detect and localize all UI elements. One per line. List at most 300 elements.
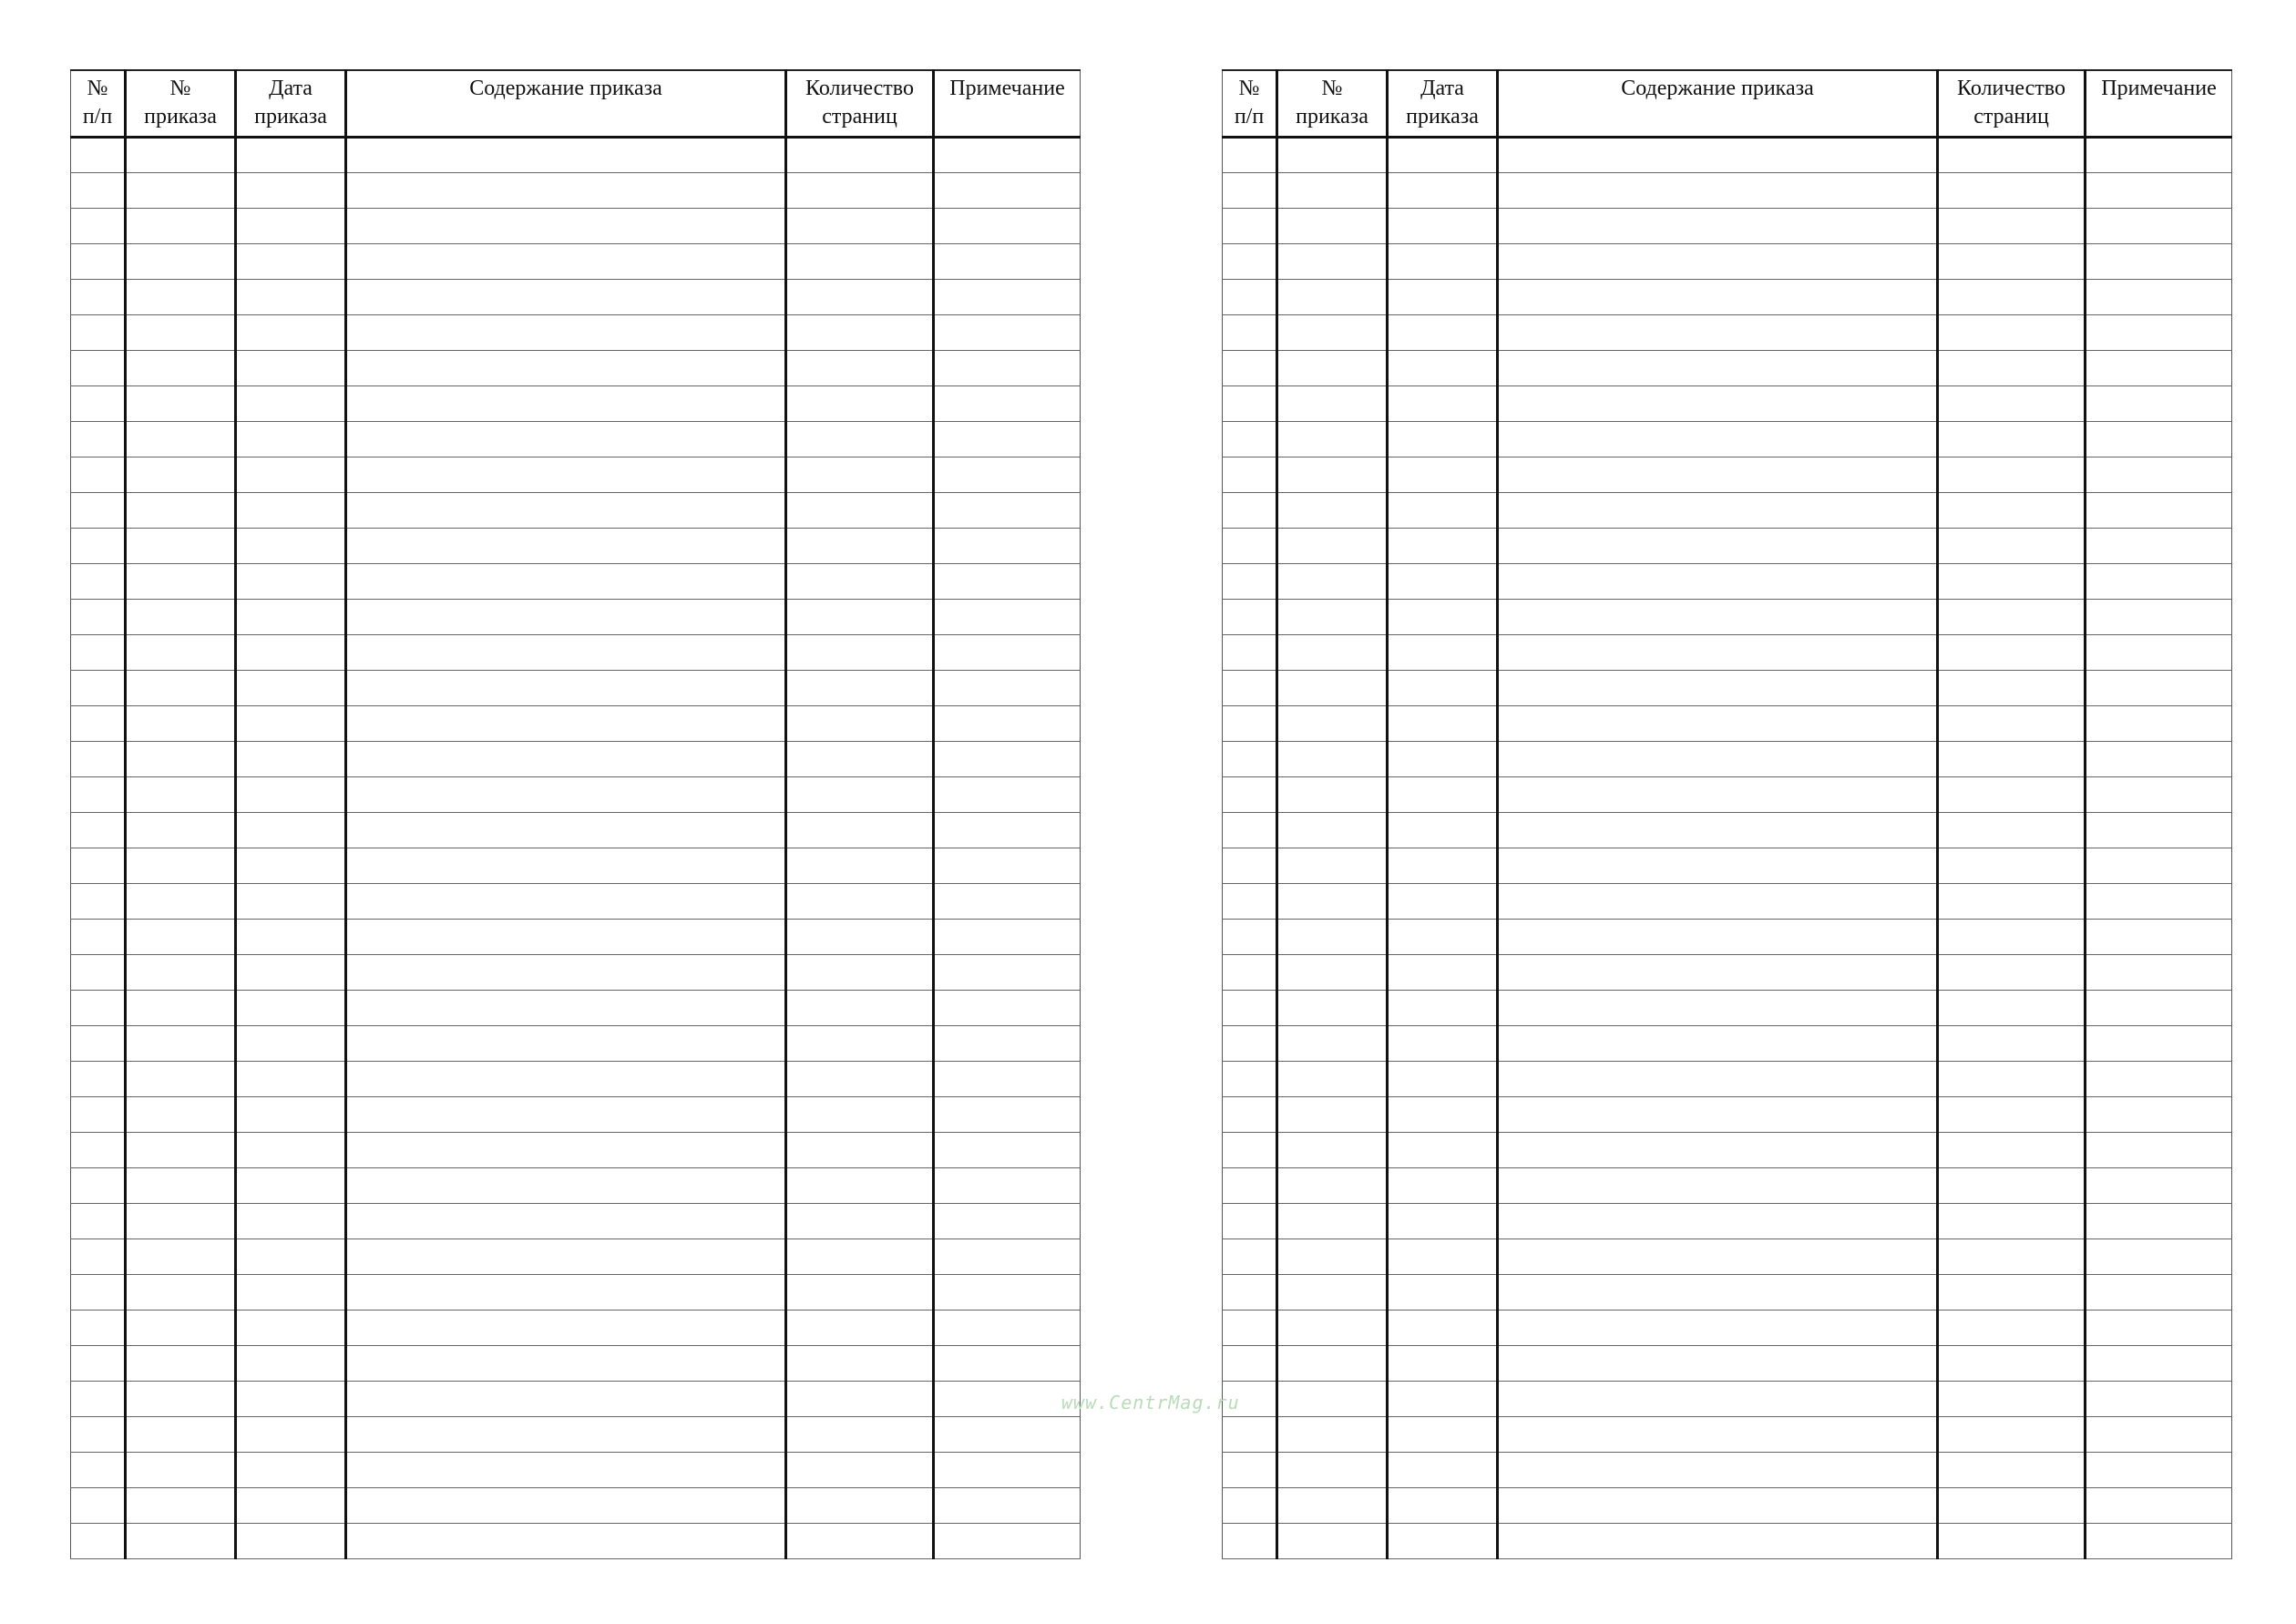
table-row: [1223, 279, 2232, 314]
cell-notes: [2086, 172, 2232, 208]
cell-row-number: [1223, 1416, 1277, 1452]
cell-order-content: [1498, 385, 1938, 421]
cell-page-count: [1938, 279, 2086, 314]
cell-page-count: [1938, 1487, 2086, 1523]
cell-order-content: [346, 1096, 786, 1132]
cell-order-date: [1388, 279, 1498, 314]
cell-order-number: [1277, 812, 1388, 848]
cell-row-number: [71, 1274, 126, 1310]
cell-order-content: [1498, 1239, 1938, 1274]
cell-order-date: [1388, 314, 1498, 350]
cell-order-date: [236, 1096, 346, 1132]
cell-order-number: [1277, 208, 1388, 243]
cell-order-number: [1277, 634, 1388, 670]
cell-order-number: [1277, 1452, 1388, 1487]
cell-order-date: [236, 1345, 346, 1381]
table-row: [1223, 1416, 2232, 1452]
cell-row-number: [1223, 279, 1277, 314]
cell-page-count: [786, 1381, 934, 1416]
cell-order-number: [1277, 1274, 1388, 1310]
cell-notes: [934, 385, 1081, 421]
cell-order-date: [1388, 1025, 1498, 1061]
table-row: [1223, 208, 2232, 243]
cell-order-date: [1388, 599, 1498, 634]
cell-row-number: [1223, 1167, 1277, 1203]
table-body: [1223, 137, 2232, 1558]
cell-notes: [934, 919, 1081, 954]
cell-order-number: [1277, 563, 1388, 599]
cell-order-number: [1277, 599, 1388, 634]
table-row: [71, 385, 1081, 421]
cell-order-date: [236, 1310, 346, 1345]
cell-row-number: [71, 1381, 126, 1416]
cell-order-number: [126, 1239, 236, 1274]
cell-page-count: [1938, 350, 2086, 385]
cell-order-date: [1388, 776, 1498, 812]
table-row: [71, 1487, 1081, 1523]
cell-row-number: [1223, 1096, 1277, 1132]
table-header-row: [1223, 70, 2232, 137]
cell-order-content: [1498, 705, 1938, 741]
cell-order-date: [236, 1239, 346, 1274]
cell-page-count: [1938, 741, 2086, 776]
table-row: [1223, 1274, 2232, 1310]
header-page-count: Количество страниц: [786, 70, 934, 137]
cell-order-date: [1388, 670, 1498, 705]
cell-order-number: [126, 670, 236, 705]
cell-order-content: [1498, 1416, 1938, 1452]
cell-order-date: [1388, 1132, 1498, 1167]
cell-order-content: [1498, 1096, 1938, 1132]
cell-page-count: [1938, 634, 2086, 670]
cell-row-number: [71, 1523, 126, 1558]
cell-order-content: [1498, 776, 1938, 812]
cell-page-count: [786, 705, 934, 741]
cell-page-count: [786, 314, 934, 350]
cell-page-count: [786, 1239, 934, 1274]
cell-page-count: [1938, 599, 2086, 634]
cell-row-number: [1223, 137, 1277, 172]
cell-page-count: [786, 279, 934, 314]
cell-row-number: [71, 243, 126, 279]
cell-order-number: [126, 421, 236, 457]
cell-order-content: [1498, 1310, 1938, 1345]
cell-row-number: [71, 172, 126, 208]
cell-page-count: [786, 1061, 934, 1096]
cell-notes: [2086, 1381, 2232, 1416]
cell-notes: [2086, 1025, 2232, 1061]
cell-order-date: [236, 563, 346, 599]
cell-page-count: [786, 1096, 934, 1132]
cell-notes: [2086, 776, 2232, 812]
cell-page-count: [1938, 1025, 2086, 1061]
table-row: [71, 563, 1081, 599]
cell-order-number: [126, 208, 236, 243]
cell-order-content: [346, 314, 786, 350]
cell-order-content: [346, 1416, 786, 1452]
cell-order-date: [236, 919, 346, 954]
journal-page-right: [1222, 69, 2231, 1559]
cell-notes: [2086, 208, 2232, 243]
cell-order-content: [346, 563, 786, 599]
cell-order-number: [126, 457, 236, 492]
cell-page-count: [786, 634, 934, 670]
header-notes: Примечание: [934, 70, 1081, 137]
cell-order-content: [1498, 279, 1938, 314]
cell-row-number: [1223, 314, 1277, 350]
table-row: [71, 919, 1081, 954]
table-row: [1223, 421, 2232, 457]
cell-notes: [2086, 137, 2232, 172]
cell-notes: [934, 1203, 1081, 1239]
cell-row-number: [71, 1452, 126, 1487]
cell-order-content: [346, 883, 786, 919]
cell-order-content: [346, 812, 786, 848]
cell-order-number: [126, 599, 236, 634]
table-row: [1223, 919, 2232, 954]
cell-notes: [2086, 563, 2232, 599]
cell-page-count: [1938, 812, 2086, 848]
cell-order-content: [346, 421, 786, 457]
table-row: [1223, 243, 2232, 279]
cell-order-date: [1388, 883, 1498, 919]
cell-row-number: [1223, 705, 1277, 741]
cell-order-date: [236, 492, 346, 528]
cell-order-number: [1277, 1416, 1388, 1452]
cell-order-date: [1388, 492, 1498, 528]
cell-row-number: [71, 705, 126, 741]
cell-order-number: [1277, 1203, 1388, 1239]
table-header-row: [71, 70, 1081, 137]
cell-order-content: [1498, 1025, 1938, 1061]
cell-notes: [934, 670, 1081, 705]
cell-order-date: [1388, 457, 1498, 492]
table-row: [71, 848, 1081, 883]
cell-page-count: [786, 1025, 934, 1061]
cell-order-content: [1498, 528, 1938, 563]
journal-page-left: [70, 69, 1080, 1559]
cell-row-number: [71, 528, 126, 563]
cell-order-number: [126, 243, 236, 279]
cell-page-count: [786, 1487, 934, 1523]
cell-page-count: [1938, 1061, 2086, 1096]
cell-page-count: [786, 1203, 934, 1239]
cell-page-count: [1938, 421, 2086, 457]
cell-order-content: [1498, 492, 1938, 528]
table-row: [1223, 634, 2232, 670]
table-row: [1223, 1310, 2232, 1345]
cell-notes: [2086, 954, 2232, 990]
cell-order-number: [1277, 137, 1388, 172]
cell-order-date: [1388, 137, 1498, 172]
cell-order-date: [1388, 528, 1498, 563]
cell-order-number: [126, 848, 236, 883]
cell-order-number: [1277, 1167, 1388, 1203]
cell-page-count: [786, 350, 934, 385]
cell-order-number: [1277, 172, 1388, 208]
cell-order-date: [236, 1061, 346, 1096]
cell-order-date: [1388, 208, 1498, 243]
cell-order-content: [1498, 599, 1938, 634]
table-row: [1223, 1096, 2232, 1132]
cell-row-number: [1223, 990, 1277, 1025]
cell-order-date: [236, 279, 346, 314]
table-row: [71, 137, 1081, 172]
cell-page-count: [786, 1523, 934, 1558]
table-row: [71, 990, 1081, 1025]
cell-row-number: [71, 1416, 126, 1452]
header-order-number: № приказа: [126, 70, 236, 137]
cell-row-number: [71, 314, 126, 350]
cell-page-count: [786, 1345, 934, 1381]
cell-page-count: [1938, 776, 2086, 812]
table-row: [1223, 385, 2232, 421]
cell-order-date: [1388, 954, 1498, 990]
cell-order-date: [1388, 848, 1498, 883]
cell-order-number: [126, 1487, 236, 1523]
cell-row-number: [1223, 670, 1277, 705]
cell-notes: [2086, 1345, 2232, 1381]
cell-order-date: [1388, 812, 1498, 848]
cell-row-number: [1223, 1203, 1277, 1239]
cell-page-count: [1938, 954, 2086, 990]
cell-page-count: [1938, 848, 2086, 883]
table-row: [1223, 1061, 2232, 1096]
cell-notes: [934, 492, 1081, 528]
cell-order-date: [236, 1025, 346, 1061]
cell-notes: [934, 172, 1081, 208]
cell-order-number: [1277, 1381, 1388, 1416]
table-row: [71, 208, 1081, 243]
cell-notes: [934, 705, 1081, 741]
cell-order-date: [236, 954, 346, 990]
cell-notes: [934, 1061, 1081, 1096]
cell-order-date: [1388, 1310, 1498, 1345]
cell-page-count: [1938, 243, 2086, 279]
table-row: [71, 1096, 1081, 1132]
cell-order-number: [126, 1203, 236, 1239]
cell-page-count: [1938, 705, 2086, 741]
cell-order-content: [1498, 314, 1938, 350]
table-row: [1223, 1132, 2232, 1167]
cell-order-date: [1388, 1345, 1498, 1381]
watermark-text: www.CentrMag.ru: [1061, 1392, 1240, 1413]
table-row: [1223, 350, 2232, 385]
cell-page-count: [786, 1310, 934, 1345]
cell-row-number: [1223, 385, 1277, 421]
cell-notes: [2086, 599, 2232, 634]
table-row: [71, 670, 1081, 705]
cell-order-content: [1498, 563, 1938, 599]
cell-order-date: [236, 705, 346, 741]
cell-order-date: [236, 990, 346, 1025]
cell-page-count: [1938, 1452, 2086, 1487]
cell-order-date: [236, 1416, 346, 1452]
cell-page-count: [786, 812, 934, 848]
table-row: [71, 1310, 1081, 1345]
cell-page-count: [1938, 457, 2086, 492]
cell-row-number: [1223, 954, 1277, 990]
cell-page-count: [1938, 1345, 2086, 1381]
cell-order-content: [346, 528, 786, 563]
table-row: [1223, 599, 2232, 634]
table-row: [71, 1452, 1081, 1487]
table-row: [71, 883, 1081, 919]
cell-notes: [934, 1025, 1081, 1061]
cell-row-number: [71, 563, 126, 599]
cell-order-content: [1498, 670, 1938, 705]
cell-order-number: [126, 954, 236, 990]
cell-notes: [934, 634, 1081, 670]
table-row: [1223, 457, 2232, 492]
table-row: [71, 1274, 1081, 1310]
cell-page-count: [786, 172, 934, 208]
cell-notes: [2086, 385, 2232, 421]
cell-notes: [934, 314, 1081, 350]
cell-order-date: [1388, 172, 1498, 208]
table-row: [71, 1416, 1081, 1452]
cell-order-date: [236, 741, 346, 776]
cell-notes: [2086, 634, 2232, 670]
table-row: [1223, 848, 2232, 883]
cell-page-count: [786, 1452, 934, 1487]
table-row: [1223, 492, 2232, 528]
cell-row-number: [71, 385, 126, 421]
cell-order-number: [1277, 919, 1388, 954]
cell-row-number: [1223, 599, 1277, 634]
cell-notes: [934, 812, 1081, 848]
cell-order-content: [346, 1487, 786, 1523]
cell-row-number: [1223, 563, 1277, 599]
table-row: [71, 1381, 1081, 1416]
cell-notes: [934, 1167, 1081, 1203]
table-row: [1223, 1487, 2232, 1523]
cell-order-content: [1498, 243, 1938, 279]
cell-order-date: [236, 172, 346, 208]
table-row: [1223, 1167, 2232, 1203]
cell-notes: [2086, 883, 2232, 919]
cell-row-number: [71, 634, 126, 670]
header-row-number: № п/п: [71, 70, 126, 137]
cell-order-content: [1498, 919, 1938, 954]
cell-order-date: [236, 243, 346, 279]
cell-notes: [934, 1239, 1081, 1274]
cell-row-number: [1223, 634, 1277, 670]
cell-row-number: [71, 1345, 126, 1381]
cell-page-count: [1938, 1416, 2086, 1452]
cell-order-number: [126, 1310, 236, 1345]
cell-order-date: [236, 1452, 346, 1487]
cell-row-number: [71, 599, 126, 634]
cell-row-number: [1223, 1025, 1277, 1061]
cell-page-count: [786, 528, 934, 563]
cell-row-number: [1223, 741, 1277, 776]
cell-notes: [934, 528, 1081, 563]
cell-row-number: [71, 1096, 126, 1132]
cell-notes: [2086, 1132, 2232, 1167]
cell-order-date: [1388, 1167, 1498, 1203]
cell-order-number: [126, 314, 236, 350]
cell-order-number: [1277, 1096, 1388, 1132]
cell-order-content: [1498, 990, 1938, 1025]
cell-row-number: [71, 350, 126, 385]
table-row: [1223, 670, 2232, 705]
cell-page-count: [786, 599, 934, 634]
cell-order-number: [126, 883, 236, 919]
cell-order-number: [126, 137, 236, 172]
cell-notes: [934, 1416, 1081, 1452]
cell-row-number: [1223, 1061, 1277, 1096]
cell-order-date: [236, 528, 346, 563]
order-log-table: [1222, 69, 2232, 1559]
cell-order-date: [236, 1274, 346, 1310]
cell-page-count: [1938, 1523, 2086, 1558]
cell-row-number: [71, 954, 126, 990]
cell-row-number: [1223, 919, 1277, 954]
cell-row-number: [71, 848, 126, 883]
cell-notes: [2086, 848, 2232, 883]
cell-row-number: [71, 670, 126, 705]
cell-order-content: [1498, 1203, 1938, 1239]
cell-order-number: [126, 990, 236, 1025]
table-row: [1223, 1025, 2232, 1061]
table-row: [71, 705, 1081, 741]
table-row: [71, 421, 1081, 457]
table-row: [1223, 812, 2232, 848]
cell-order-date: [1388, 741, 1498, 776]
cell-order-number: [1277, 705, 1388, 741]
table-row: [1223, 883, 2232, 919]
cell-page-count: [1938, 528, 2086, 563]
cell-order-number: [126, 1025, 236, 1061]
table-row: [71, 1523, 1081, 1558]
table-row: [1223, 137, 2232, 172]
cell-order-content: [346, 279, 786, 314]
cell-order-number: [126, 1452, 236, 1487]
table-row: [71, 1239, 1081, 1274]
cell-notes: [2086, 421, 2232, 457]
cell-order-date: [1388, 1487, 1498, 1523]
cell-notes: [934, 848, 1081, 883]
table-row: [1223, 954, 2232, 990]
cell-notes: [2086, 919, 2232, 954]
cell-order-content: [1498, 1523, 1938, 1558]
header-order-content: Содержание приказа: [1498, 70, 1938, 137]
cell-notes: [2086, 1416, 2232, 1452]
cell-order-date: [236, 1203, 346, 1239]
cell-order-number: [1277, 1487, 1388, 1523]
cell-order-number: [1277, 848, 1388, 883]
table-row: [71, 1061, 1081, 1096]
cell-order-number: [1277, 883, 1388, 919]
cell-order-content: [346, 670, 786, 705]
cell-order-date: [236, 457, 346, 492]
cell-notes: [2086, 705, 2232, 741]
cell-order-date: [1388, 1203, 1498, 1239]
cell-notes: [934, 137, 1081, 172]
cell-row-number: [1223, 1487, 1277, 1523]
cell-order-content: [346, 599, 786, 634]
cell-order-content: [346, 457, 786, 492]
cell-order-content: [346, 208, 786, 243]
cell-notes: [934, 563, 1081, 599]
cell-row-number: [1223, 243, 1277, 279]
cell-row-number: [71, 1203, 126, 1239]
cell-notes: [2086, 1061, 2232, 1096]
cell-order-date: [1388, 634, 1498, 670]
cell-notes: [2086, 1274, 2232, 1310]
cell-page-count: [786, 848, 934, 883]
